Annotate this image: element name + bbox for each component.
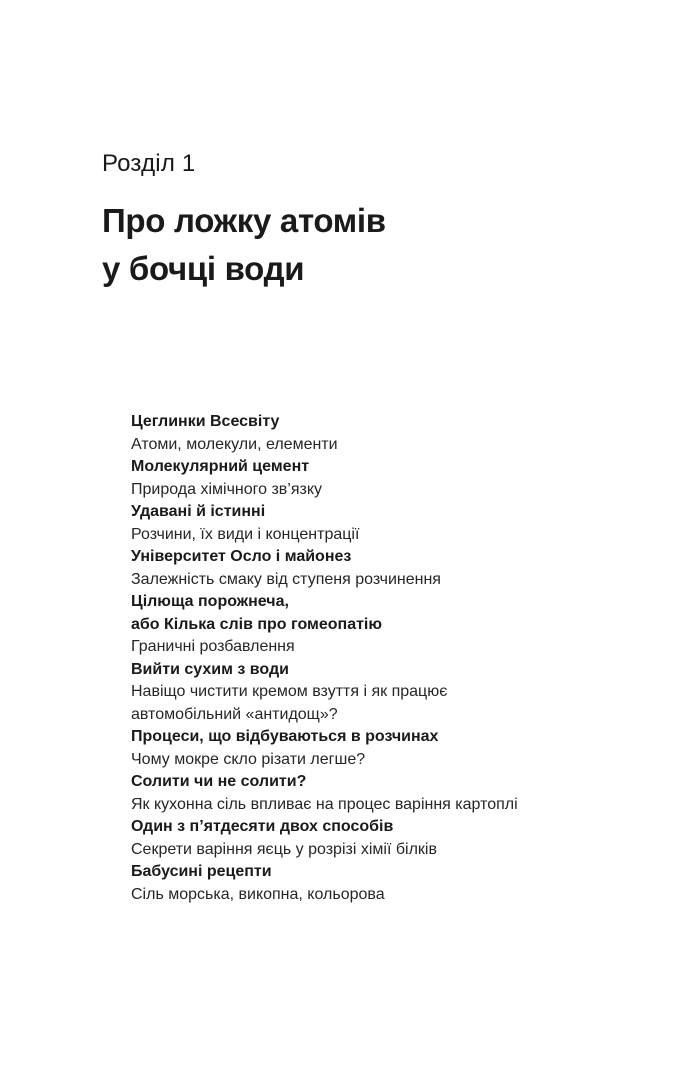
chapter-label: Розділ 1 xyxy=(102,150,196,177)
section-item xyxy=(131,771,518,816)
section-item xyxy=(131,501,518,546)
section-item xyxy=(131,816,518,861)
section-heading: Цеглинки Всесвіту xyxy=(131,413,280,430)
section-subtitle: Залежність смаку від ступеня розчинення xyxy=(131,570,441,588)
section-heading: Процеси, що відбуваються в розчинах xyxy=(131,728,439,745)
section-item xyxy=(131,546,518,591)
section-subtitle: автомобільний «антидощ»? xyxy=(131,705,338,723)
section-heading: Цілюща порожнеча, xyxy=(131,593,289,610)
section-subtitle: Атоми, молекули, елементи xyxy=(131,435,338,453)
section-heading: або Кілька слів про гомеопатію xyxy=(131,615,383,633)
section-item xyxy=(131,456,518,501)
section-heading: Один з п’ятдесяти двох способів xyxy=(131,818,394,835)
section-heading: Вийти сухим з води xyxy=(131,660,289,678)
section-item xyxy=(131,726,518,771)
section-subtitle: Природа хімічного зв’язку xyxy=(131,480,323,498)
section-list xyxy=(131,411,518,906)
section-item xyxy=(131,861,518,906)
section-subtitle: Навіщо чистити кремом взуття і як працює xyxy=(131,683,448,700)
section-heading: Удавані й істинні xyxy=(131,503,266,520)
chapter-title-line: у бочці води xyxy=(102,250,305,287)
section-subtitle: Як кухонна сіль впливає на процес варіння картоплі xyxy=(131,795,518,813)
section-subtitle: Граничні розбавлення xyxy=(131,638,295,655)
section-subtitle: Розчини, їх види і концентрації xyxy=(131,525,360,543)
section-subtitle: Чому мокре скло різати легше? xyxy=(131,750,366,768)
section-item xyxy=(131,591,518,659)
section-heading: Молекулярний цемент xyxy=(131,458,310,475)
section-item xyxy=(131,659,518,727)
chapter-title xyxy=(102,197,386,293)
section-item xyxy=(131,411,518,456)
section-subtitle: Секрети варіння яєць у розрізі хімії білків xyxy=(131,840,437,858)
section-heading: Солити чи не солити? xyxy=(131,773,307,790)
section-heading: Бабусині рецепти xyxy=(131,863,272,880)
section-subtitle: Сіль морська, викопна, кольорова xyxy=(131,885,385,903)
section-heading: Університет Осло і майонез xyxy=(131,548,352,565)
chapter-title-line: Про ложку атомів xyxy=(102,202,386,239)
